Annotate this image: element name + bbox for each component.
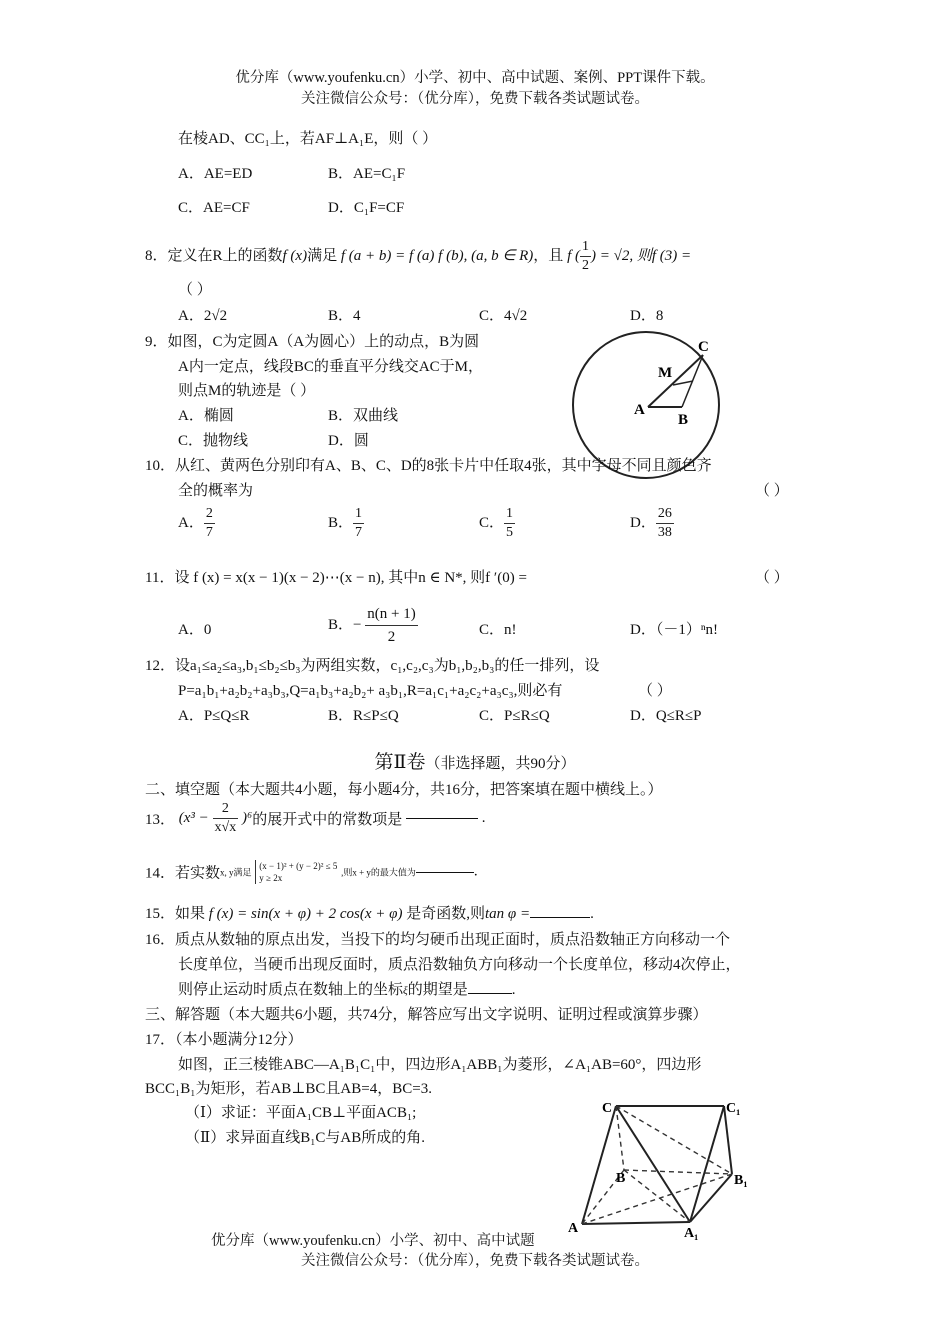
q11-option-d: D．（－1）ⁿn! [630, 622, 719, 638]
q17-edge-ca1 [616, 1106, 690, 1222]
q11-option-c: C．n! [479, 622, 517, 638]
q17-edge-c1a1 [690, 1106, 724, 1222]
q16-line-1: 16．质点从数轴的原点出发，当投下的均匀硬币出现正面时，质点沿数轴正方向移动一个 [145, 932, 731, 948]
q17-label-c1: C₁ [726, 1101, 741, 1116]
q9-option-c: C．抛物线 [178, 433, 249, 449]
part2-heading [0, 747, 950, 774]
q17-part-2: （Ⅱ）求异面直线B₁C与AB所成的角. [185, 1130, 426, 1146]
q17-edge-aa1 [582, 1222, 690, 1224]
q11-option-a: A．0 [178, 622, 212, 638]
q17-line-2: BCC₁B₁为矩形，若AB⊥BC且AB=4，BC=3. [145, 1081, 432, 1097]
q8-half: $\frac{1}{2}$ [581, 239, 589, 273]
section-3-heading: 三、解答题（本大题共6小题，共74分，解答应写出文字说明、证明过程或演算步骤） [145, 1007, 708, 1023]
q14-answer-blank[interactable] [416, 872, 474, 873]
q13-expr-b: )⁶ [241, 810, 253, 826]
q9-segment-ac [648, 355, 703, 407]
q9-label-a: A [634, 402, 645, 418]
q17-label-a: A [568, 1221, 579, 1236]
q16-line-3: 则停止运动时质点在数轴上的坐标ξ的期望是 . [178, 982, 516, 998]
section-2-heading: 二、填空题（本大题共4小题，每小题4分，共16分，把答案填在题中横线上。） [145, 782, 663, 798]
q12-paren: （ ） [638, 683, 672, 699]
q12-option-b: B．R≤P≤Q [328, 708, 399, 724]
q11-stem: 11．设 f (x) = x(x − 1)(x − 2)⋯(x − n), 其中n ∈ N*, 则f ′(0) = [145, 570, 527, 586]
q17-edge-bb1 [624, 1170, 732, 1174]
q7-stem: 在棱AD、CC₁上，若AF⊥A₁E，则（ ） [178, 131, 438, 147]
q17-edge-c1b1 [724, 1106, 732, 1174]
q14: 14．若实数x, y满足 (x − 1)² + (y − 2)² ≤ 5 y ≥ 2x ,则x + y的最大值为 . [145, 861, 478, 883]
header-line-2: 关注微信公众号：（优分库），免费下载各类试题试卷。 [301, 91, 649, 107]
q9-option-d: D．圆 [328, 433, 369, 449]
q10-line-1: 10．从红、黄两色分别印有A、B、C、D的8张卡片中任取4张，其中字母不同且颜色齐 [145, 458, 712, 474]
q8-equation: f (a + b) = f (a) f (b), (a, b ∈ R) [340, 247, 534, 264]
q8-stem-a: 8．定义在R上的函数 [145, 247, 283, 264]
part2-title: 第Ⅱ卷 [374, 752, 426, 773]
q15: 15．如果 f (x) = sin(x + φ) + 2 cos(x + φ) 是奇函数,则tan φ = . [145, 906, 594, 922]
q9-option-b: B．双曲线 [328, 408, 399, 424]
q12-option-c: C．P≤R≤Q [479, 708, 550, 724]
q15-answer-blank[interactable] [530, 917, 590, 918]
q17-line-1: 如图，正三棱锥ABC—A₁B₁C₁中，四边形A₁ABB₁为菱形，∠A₁AB=60°，四边形 [178, 1057, 702, 1073]
q13-expr-a: (x³ − [178, 810, 209, 826]
q13-fraction: $\frac{2}{x√x}$ [214, 801, 237, 835]
q17-label-a1: A₁ [684, 1226, 699, 1241]
q10-option-c: C． $\frac{1}{5}$ [479, 506, 514, 540]
q7-option-b: B．AE=C₁F [328, 166, 406, 182]
q8-stem-b: 满足 [307, 247, 338, 264]
q17-label-b: B [616, 1171, 626, 1186]
q8-stem-c: ，且 [533, 247, 564, 264]
footer-line-2: 关注微信公众号：（优分库），免费下载各类试题试卷。 [301, 1253, 649, 1269]
q9-label-c: C [698, 339, 709, 355]
q11-paren: （ ） [755, 570, 789, 586]
header-line-1: 优分库（www.youfenku.cn）小学、初中、高中试题、案例、PPT课件下载。 [235, 70, 715, 86]
q9-label-m: M [658, 365, 673, 381]
q13-answer-blank[interactable] [406, 818, 478, 819]
q9-line-1: 9．如图，C为定圆A（A为圆心）上的动点，B为圆 [145, 334, 480, 350]
q7-option-d: D．C₁F=CF [328, 200, 405, 216]
q10-paren: （ ） [755, 483, 789, 499]
q7-option-c: C．AE=CF [178, 200, 250, 216]
q9-option-a: A．椭圆 [178, 408, 234, 424]
q9-line-3: 则点M的轨迹是（ ） [178, 383, 316, 399]
q8-paren: （ ） [178, 282, 212, 298]
q16-answer-blank[interactable] [468, 993, 512, 994]
q13: 13． (x³ − $\frac{2}{x√x}$ )⁶的展开式中的常数项是 . [145, 801, 486, 835]
q17-part-1: （Ⅰ）求证：平面A₁CB⊥平面ACB₁; [185, 1105, 417, 1121]
q17-label-b1: B₁ [734, 1173, 748, 1188]
q8-option-a: A．2√2 [178, 308, 228, 324]
q12-option-a: A．P≤Q≤R [178, 708, 250, 724]
q16-line-2: 长度单位，当硬币出现反面时，质点沿数轴负方向移动一个长度单位，移动4次停止， [178, 957, 741, 973]
q12-option-d: D．Q≤R≤P [630, 708, 702, 724]
q12-line-1: 12．设a₁≤a₂≤a₃,b₁≤b₂≤b₃为两组实数，c₁,c₂,c₃为b₁,b₂,b₃的任一排列，设 [145, 658, 600, 674]
part2-subtitle: （非选择题，共90分） [425, 756, 576, 772]
q7-option-a: A．AE=ED [178, 166, 253, 182]
footer-line-1: 优分库（www.youfenku.cn）小学、初中、高中试题 [211, 1233, 535, 1249]
q10-option-b: B． $\frac{1}{7}$ [328, 506, 363, 540]
q12-line-2: P=a₁b₁+a₂b₂+a₃b₃,Q=a₁b₃+a₂b₂+ a₃b₁,R=a₁c₁+a₂c₂+a₃c₃,则必有 [178, 683, 563, 699]
q17-label-c: C [602, 1101, 613, 1116]
q8-stem: 8．定义在R上的函数f (x)满足 f (a + b) = f (a) f (b), (a, b ∈ R)，且 f ( $\frac{1}{2}$ ) = √2, 则f (3) = [145, 239, 692, 273]
q10-option-d: D． $\frac{26}{38}$ [630, 506, 672, 540]
q9-label-b: B [678, 412, 689, 428]
q17-edge-ca [582, 1106, 616, 1224]
q8-option-b: B．4 [328, 308, 361, 324]
q8-option-d: D．8 [630, 308, 664, 324]
q8-fx: f (x) [282, 247, 308, 264]
q11-option-b: B．− $\frac{n(n + 1)}{2}$ [328, 603, 418, 648]
q8-option-c: C．4√2 [479, 308, 528, 324]
q8-condition: = √2, 则f (3) = [599, 247, 692, 264]
q17-head: 17．（本小题满分12分） [145, 1032, 303, 1048]
q9-line-2: A内一定点，线段BC的垂直平分线交AC于M， [178, 359, 484, 375]
q17-edge-ba1 [624, 1170, 690, 1222]
q17-prism-figure [566, 1092, 766, 1242]
q10-line-2: 全的概率为 [178, 483, 254, 499]
q10-option-a: A． $\frac{2}{7}$ [178, 506, 213, 540]
